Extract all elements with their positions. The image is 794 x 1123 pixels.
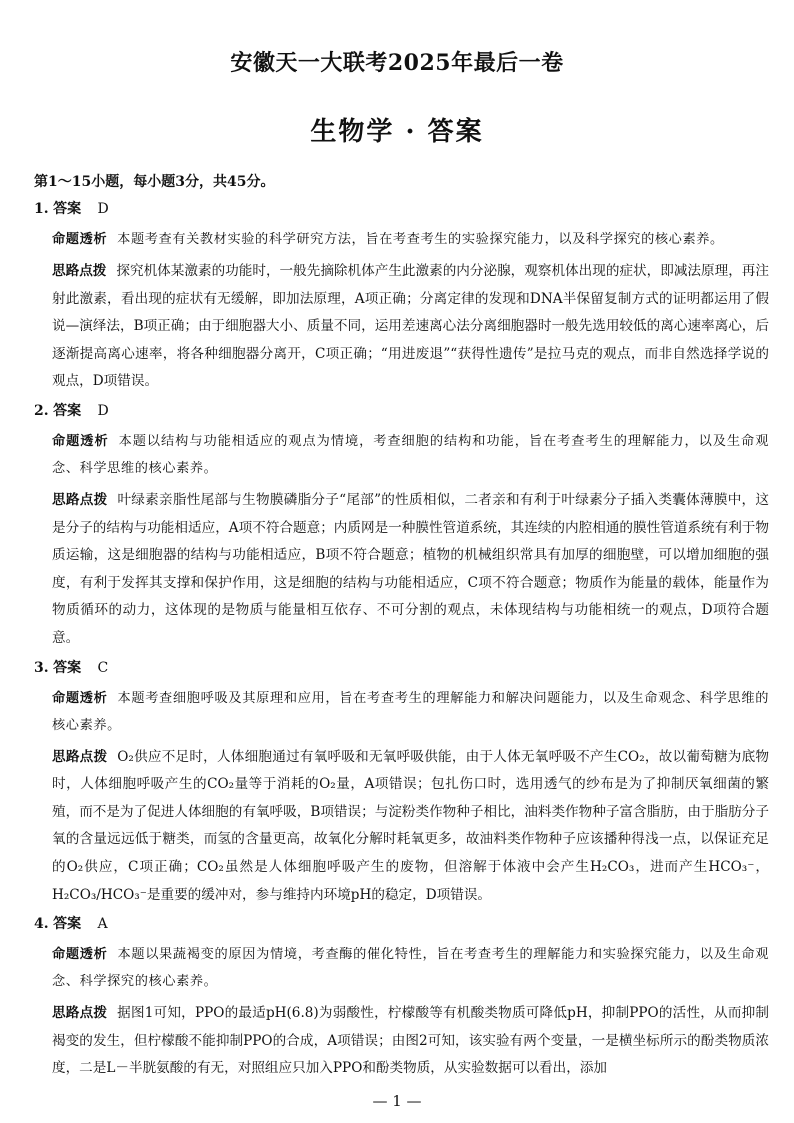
section-intro: 第1～15小题，每小题3分，共45分。 xyxy=(34,174,275,190)
question-2-answer-line xyxy=(34,399,769,423)
answer-value: D xyxy=(97,201,109,217)
idea-text: 据图1可知，PPO的最适pH(6.8)为弱酸性，柠檬酸等有机酸类物质可降低pH，抑制PPO的活性，从而抑制褐变的发生，但柠檬酸不能抑制PPO的合成，A项错误；由图2可知，该实验有两个变量，一是横坐标所示的酚类物质浓度，二是L－半胱氨酸的有无，对照组应只加入PPO和酚类物质，从实验数据可以看出，添加 xyxy=(52,1005,769,1077)
question-1-idea xyxy=(52,258,769,396)
analysis-text: 本题以结构与功能相适应的观点为情境，考查细胞的结构和功能，旨在考查考生的理解能力，以及生命观念、科学思维的核心素养。 xyxy=(52,433,769,476)
question-3-analysis xyxy=(52,685,769,739)
question-number: 4. xyxy=(34,916,49,933)
question-1-analysis xyxy=(52,226,769,253)
answer-value: C xyxy=(97,659,109,676)
idea-label: 思路点拨 xyxy=(52,1005,108,1022)
question-4-answer-line xyxy=(34,912,769,936)
question-number: 1. xyxy=(34,201,49,217)
idea-text: 探究机体某激素的功能时，一般先摘除机体产生此激素的内分泌腺，观察机体出现的症状，即减法原理，再注射此激素，看出现的症状有无缓解，即加法原理，A项正确；分离定律的发现和DNA半保留复制方式的证明都运用了假说—演绎法，B项正确；由于细胞器大小、质量不同，运用差速离心法分离细胞器时一般先选用较低的离心速率离心，后逐渐提高离心速率，将各种细胞器分离开，C项正确；“用进废退”“获得性遗传”是拉马克的观点，而非自然选择学说的观点，D项错误。 xyxy=(52,263,770,390)
idea-label: 思路点拨 xyxy=(52,748,108,765)
answer-label: 答案 xyxy=(53,201,82,217)
question-4-analysis xyxy=(52,941,769,995)
answer-content xyxy=(34,170,769,1083)
analysis-label: 命题透析 xyxy=(52,433,109,449)
answer-value: A xyxy=(97,916,108,933)
analysis-label: 命题透析 xyxy=(52,690,108,706)
idea-label: 思路点拨 xyxy=(52,263,107,279)
question-3-idea xyxy=(52,744,769,910)
question-number: 2. xyxy=(34,402,49,419)
answer-label: 答案 xyxy=(53,916,82,933)
page-number: — 1 — xyxy=(372,1092,422,1110)
analysis-label: 命题透析 xyxy=(52,947,108,963)
question-2-idea xyxy=(52,487,769,653)
answer-label: 答案 xyxy=(53,402,82,419)
analysis-label: 命题透析 xyxy=(52,232,108,247)
idea-label: 思路点拨 xyxy=(52,491,108,508)
question-1-answer-line xyxy=(34,197,769,221)
question-3-answer-line xyxy=(34,656,769,680)
question-2-analysis xyxy=(52,428,769,482)
answer-value: D xyxy=(97,402,109,419)
analysis-text: 本题考查细胞呼吸及其原理和应用，旨在考查考生的理解能力和解决问题能力，以及生命观念、科学思维的核心素养。 xyxy=(52,690,769,733)
answer-label: 答案 xyxy=(53,659,82,676)
question-4-idea xyxy=(52,1000,769,1083)
subject-title: 生物学 · 答案 xyxy=(310,117,484,147)
exam-title: 安徽天一大联考2025年最后一卷 xyxy=(230,50,564,76)
analysis-text: 本题以果蔬褐变的原因为情境，考查酶的催化特性，旨在考查考生的理解能力和实验探究能力，以及生命观念、科学探究的核心素养。 xyxy=(52,947,769,990)
question-number: 3. xyxy=(34,659,49,676)
idea-text: O₂供应不足时，人体细胞通过有氧呼吸和无氧呼吸供能，由于人体无氧呼吸不产生CO₂，故以葡萄糖为底物时，人体细胞呼吸产生的CO₂量等于消耗的O₂量，A项错误；包扎伤口时，选用透气的纱布是为了抑制厌氧细菌的繁殖，而不是为了促进人体细胞的有氧呼吸，B项错误；与淀粉类作物种子相比，油料类作物种子富含脂肪，由于脂肪分子氧的含量远远低于糖类，而氢的含量更高，故氧化分解时耗氧更多，故油料类作物种子应该播种得浅一点，以保证充足的O₂供应，C项正确；CO₂虽然是人体细胞呼吸产生的废物，但溶解于体液中会产生H₂CO₃，进而产生HCO₃⁻，H₂CO₃/HCO₃⁻是重要的缓冲对，参与维持内环境pH的稳定，D项错误。 xyxy=(52,748,769,903)
idea-text: 叶绿素亲脂性尾部与生物膜磷脂分子“尾部”的性质相似，二者亲和有利于叶绿素分子插入类囊体薄膜中，这是分子的结构与功能相适应，A项不符合题意；内质网是一种膜性管道系统，其连续的内腔相通的膜性管道系统有利于物质运输，这是细胞器的结构与功能相适应，B项不符合题意；植物的机械组织常具有加厚的细胞壁，可以增加细胞的强度，有利于发挥其支撑和保护作用，这是细胞的结构与功能相适应，C项不符合题意；物质作为能量的载体，能量作为物质循环的动力，这体现的是物质与能量相互依存、不可分割的观点，未体现结构与功能相统一的观点，D项符合题意。 xyxy=(52,491,770,646)
analysis-text: 本题考查有关教材实验的科学研究方法，旨在考查考生的实验探究能力，以及科学探究的核心素养。 xyxy=(117,232,724,247)
